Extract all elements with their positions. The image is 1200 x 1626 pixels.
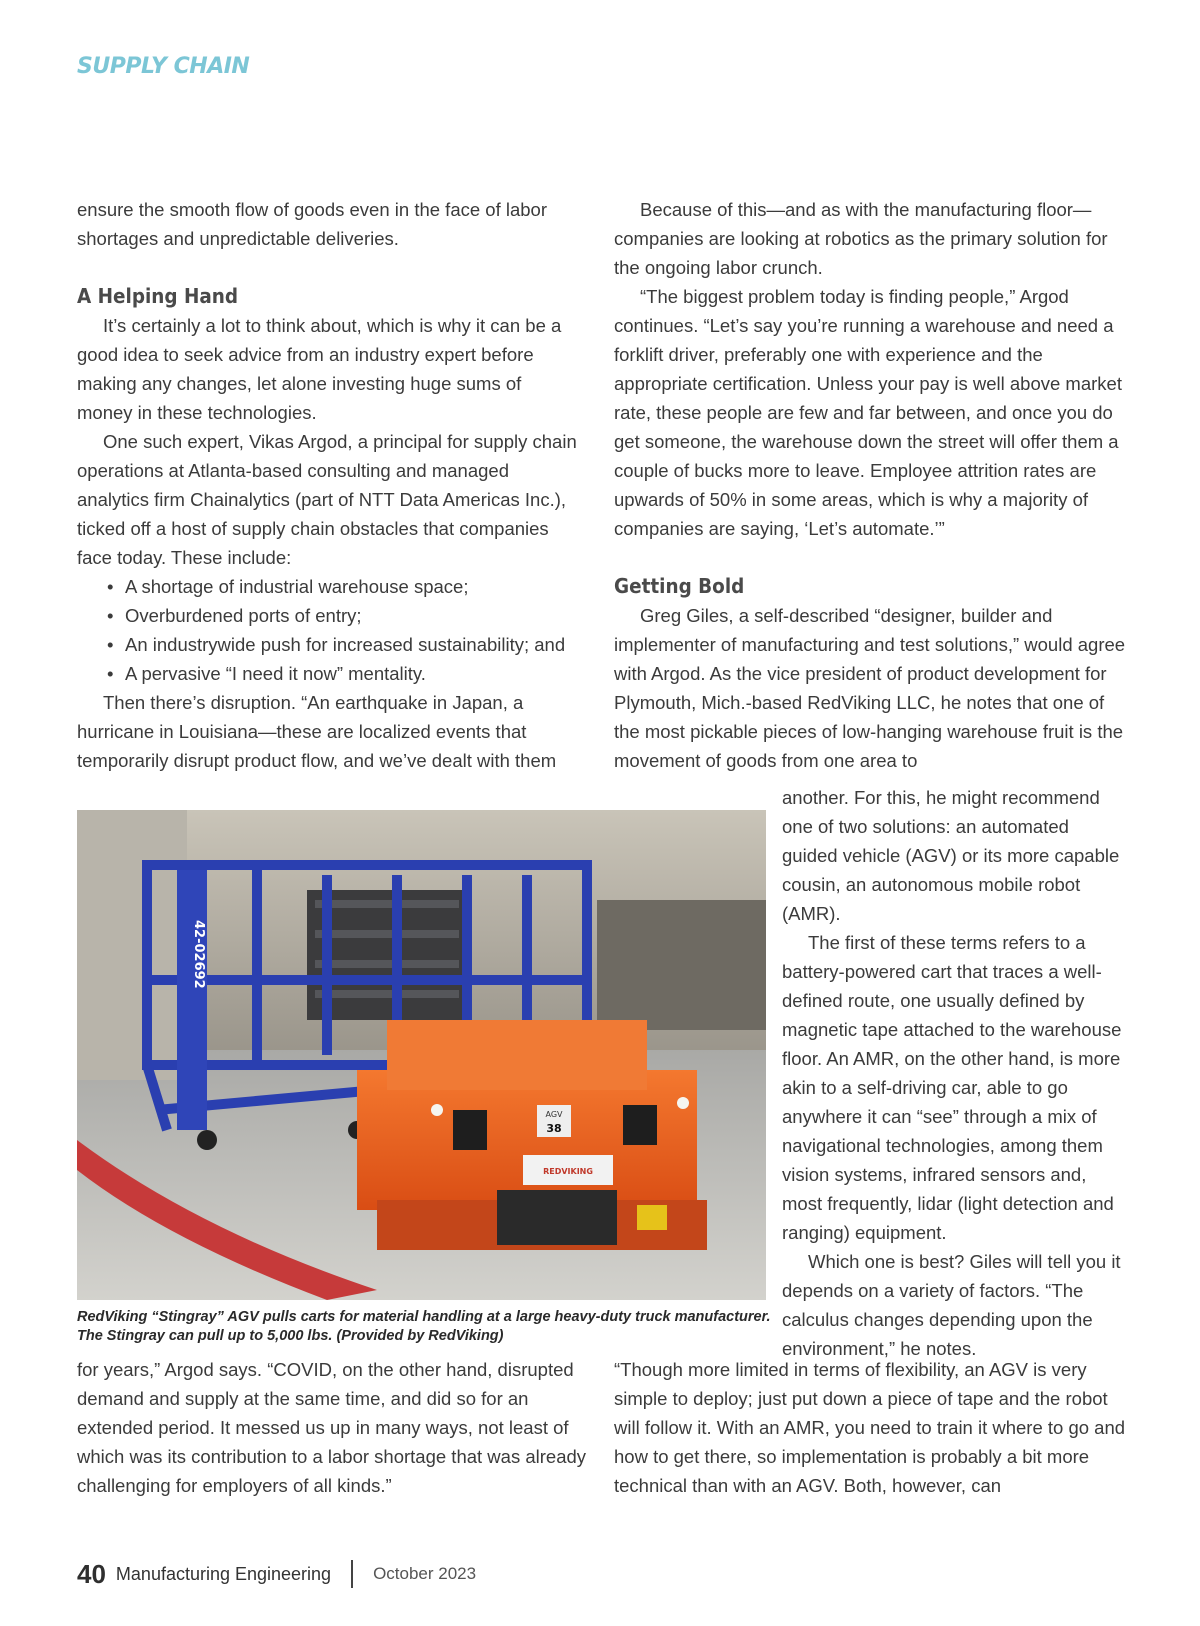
obstacle-list [77,572,577,688]
right-paragraph-2: “The biggest problem today is finding people,” Argod continues. “Let’s say you’re running a warehouse and need a forklift driver, preferably one with experience and the appropriate certification. Unless your pay is well above market rate, these people are few and far between, and once you do get someone, the warehouse down the street will offer them a couple of bucks more to leave. Employee attrition rates are upwards of 50% in some areas, which is why a majority of companies are saying, ‘Let’s automate.’” [614,286,1122,539]
left-paragraph-3: One such expert, Vikas Argod, a principal for supply chain operations at Atlanta-based consulting and managed analytics firm Chainalytics (part of NTT Data Americas Inc.), ticked off a host of supply chain obstacles that companies face today. These include: [77,431,577,568]
magazine-name: Manufacturing Engineering [115,1563,332,1584]
left-paragraph-2: It’s certainly a lot to think about, which is why it can be a good idea to seek advice from an industry expert before making any changes, let alone investing huge sums of money in these technologies. [77,315,562,423]
heading-helping-hand: A Helping Hand [77,284,239,308]
heading-getting-bold: Getting Bold [614,574,745,598]
left-column-top [77,195,577,775]
cart-id-label: 42-02692 [191,920,206,989]
agv-badge-number: 38 [546,1122,562,1135]
photo-caption: RedViking “Stingray” AGV pulls carts for material handling at a large heavy-duty truck manufacturer. The Stingray can pull up to 5,000 lbs. (Provided by RedViking) [77,1309,771,1344]
brand-plate-label: REDVIKING [543,1167,593,1176]
agv-badge-label: AGV [545,1110,563,1119]
left-paragraph-5: for years,” Argod says. “COVID, on the other hand, disrupted demand and supply at the same time, and did so for an extended period. It messed us up in many ways, not least of which was its contribution to a labor shortage that was already challenging for employers of all kinds.” [77,1359,587,1496]
page-footer [77,1556,476,1592]
right-column-narrow [782,783,1126,1363]
agv-photo [77,810,766,1300]
right-column-top [614,195,1126,775]
footer-divider [351,1560,353,1588]
list-item: • An industrywide push for increased sustainability; and [107,630,577,659]
right-paragraph-3: Greg Giles, a self-described “designer, builder and implementer of manufacturing and test solutions,” would agree with Argod. As the vice president of product development for Plymouth, Mich.-based RedViking LLC, he notes that one of the most pickable pieces of low-hanging warehouse fruit is the movement of goods from one area to [614,605,1126,771]
right-vent [623,1105,657,1145]
left-paragraph-4: Then there’s disruption. “An earthquake in Japan, a hurricane in Louisiana—these are localized events that temporarily disrupt product flow, and we’ve dealt with them [77,692,557,771]
right-column-bottom [614,1355,1126,1500]
left-vent [453,1110,487,1150]
right-paragraph-6: “Though more limited in terms of flexibility, an AGV is very simple to deploy; just put down a piece of tape and the robot will follow it. With an AMR, you need to train it where to go and how to get there, so implementation is probably a bit more technical than with an AGV. Both, however, can [614,1359,1126,1496]
workbench [597,900,766,1030]
page-number: 40 [77,1558,106,1589]
list-item: • A shortage of industrial warehouse space; [107,572,577,601]
right-paragraph-5: Which one is best? Giles will tell you it depends on a variety of factors. “The calculus changes depending upon the environment,” he notes. [782,1251,1121,1359]
issue-date: October 2023 [373,1564,477,1583]
right-paragraph-1: Because of this—and as with the manufacturing floor—companies are looking at robotics as the primary solution for the ongoing labor crunch. [614,199,1108,278]
list-item: • A pervasive “I need it now” mentality. [107,659,577,688]
right-paragraph-4: The first of these terms refers to a battery-powered cart that traces a well-defined route, one usually defined by magnetic tape attached to the warehouse floor. An AMR, on the other hand, is more akin to a self-driving car, able to go anywhere it can “see” through a mix of navigational technologies, among them vision systems, infrared sensors and, most frequently, lidar (light detection and ranging) equipment. [782,932,1122,1243]
left-paragraph-1: ensure the smooth flow of goods even in the face of labor shortages and unpredictable deliveries. [77,199,547,249]
right-paragraph-3-continued: another. For this, he might recommend one of two solutions: an automated guided vehicle (AGV) or its more capable cousin, an autonomous mobile robot (AMR). [782,787,1120,924]
section-tag: SUPPLY CHAIN [77,54,250,79]
list-item: • Overburdened ports of entry; [107,601,577,630]
left-column-bottom [77,1355,597,1500]
